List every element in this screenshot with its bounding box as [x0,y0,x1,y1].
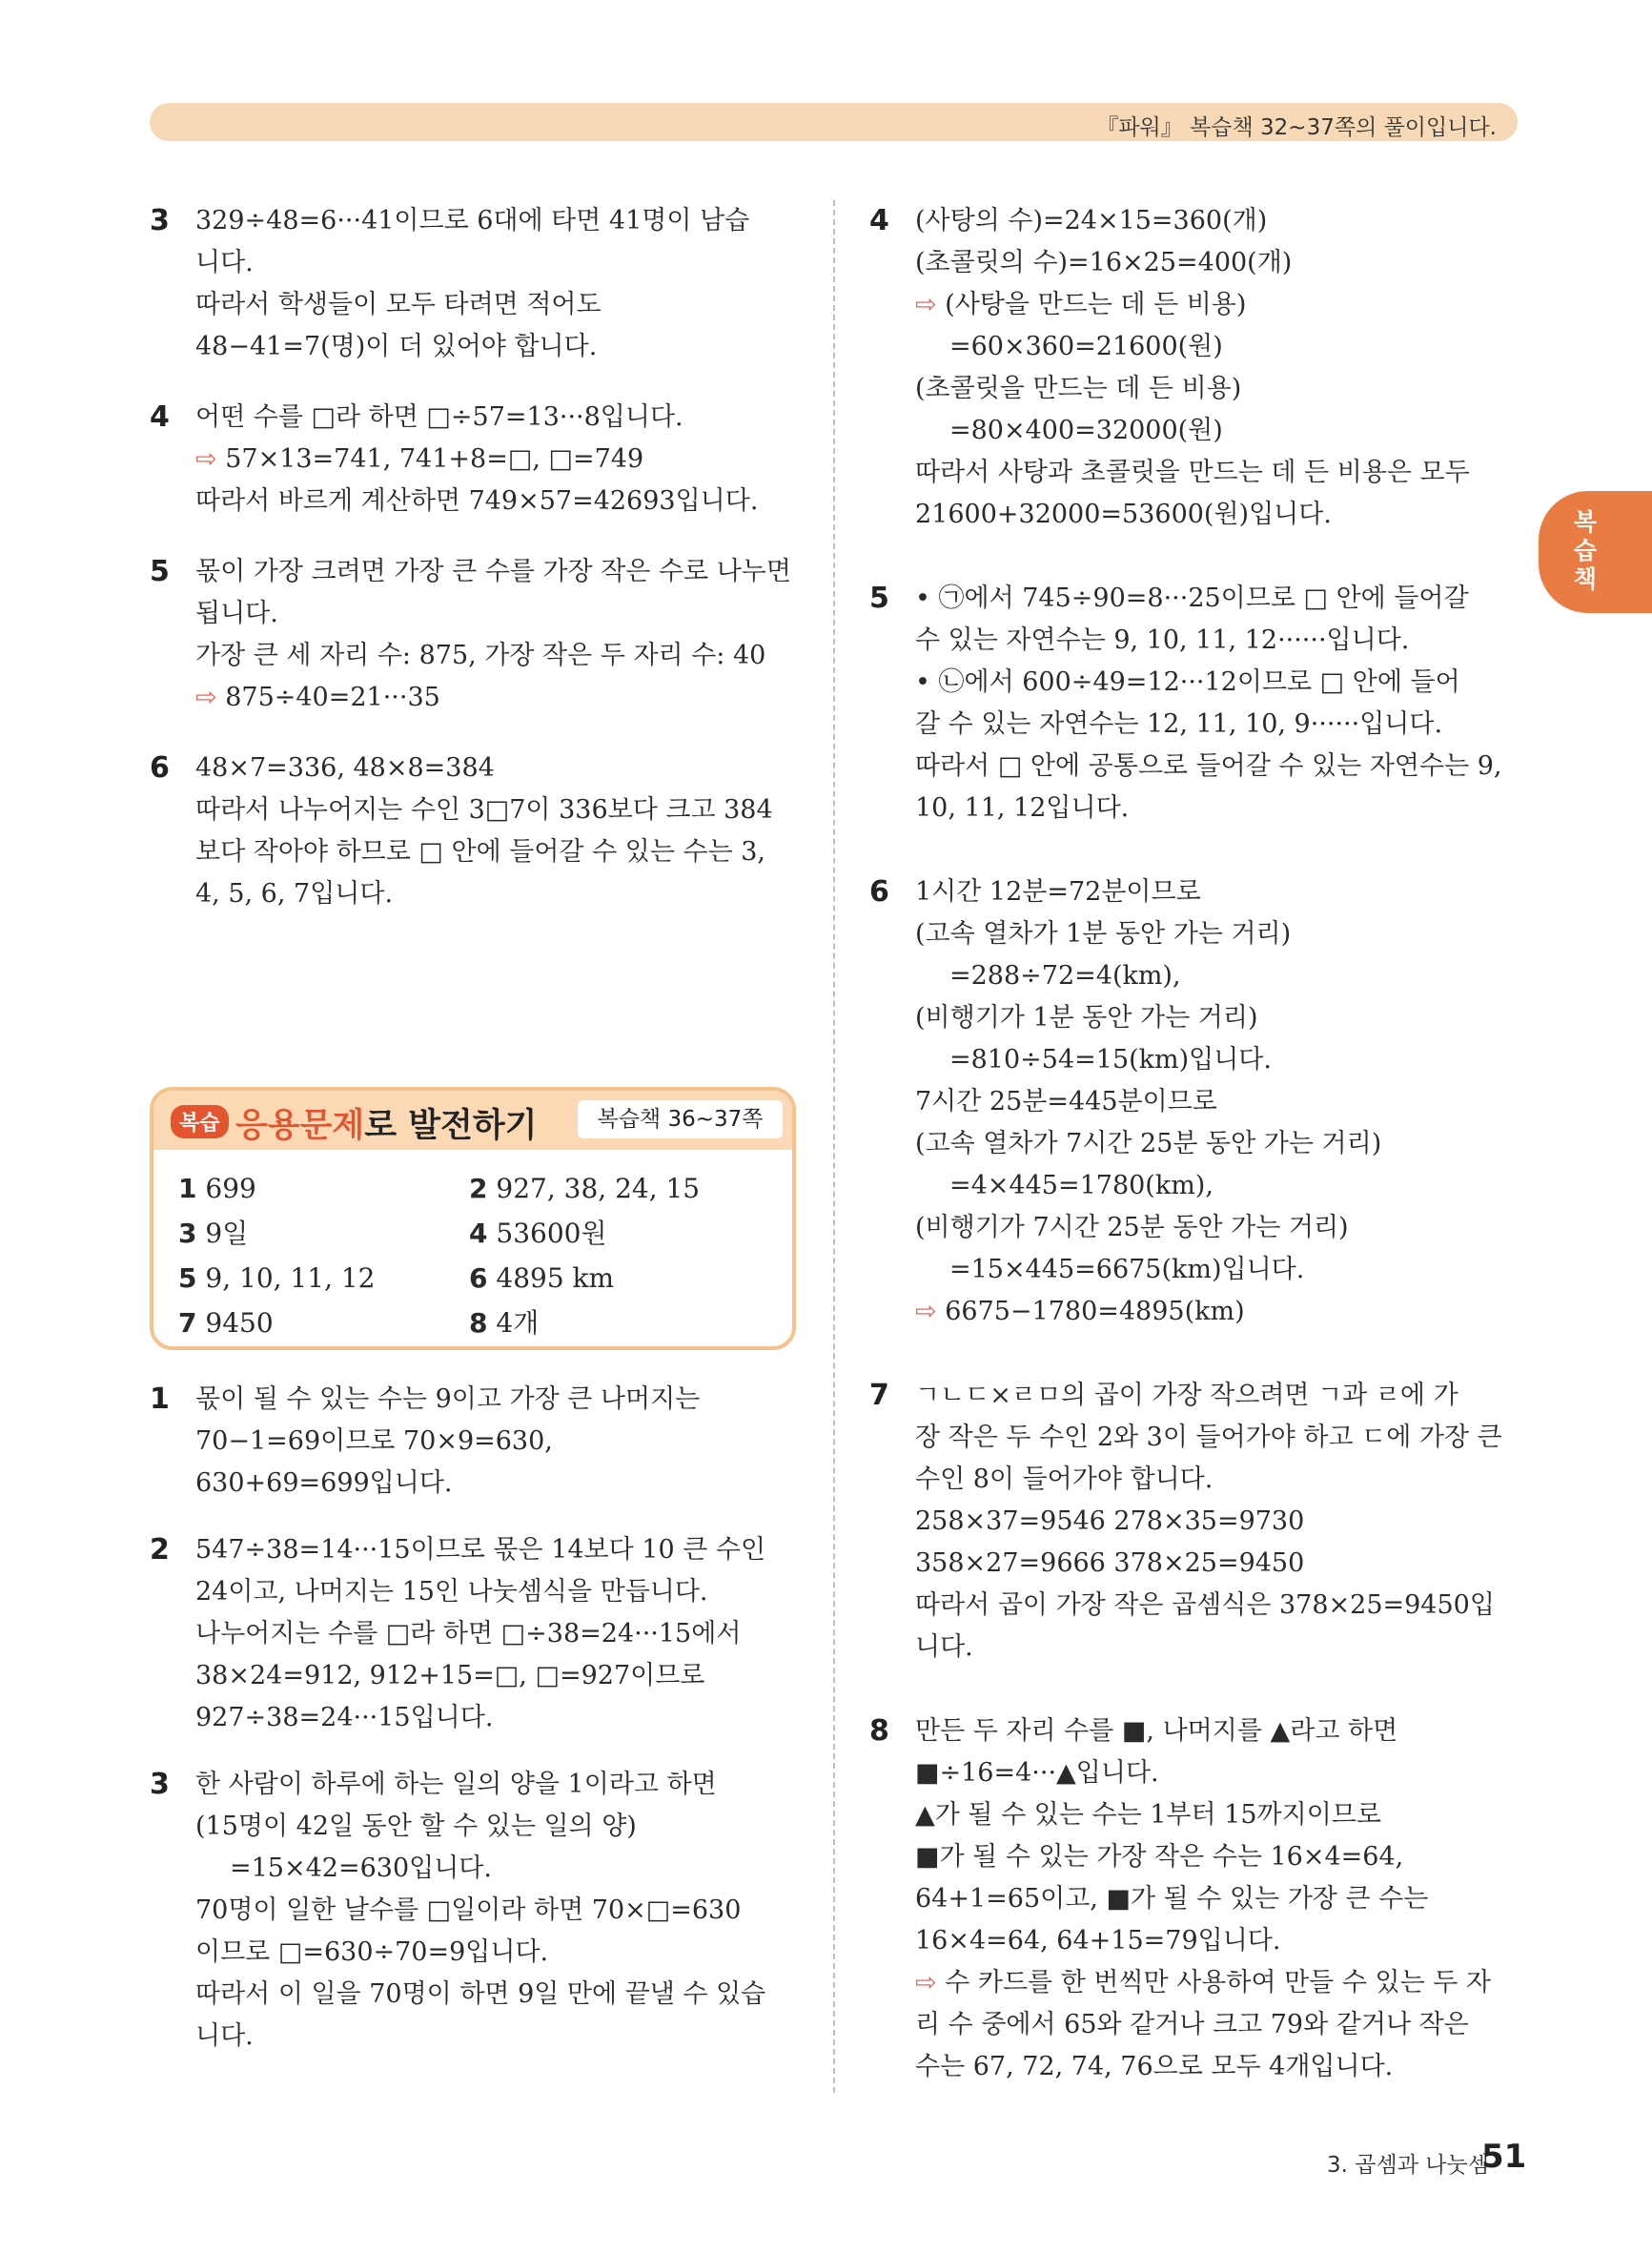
solution-left_bottom-1 [150,1379,798,1505]
left-column [150,200,798,2058]
solution-right-7 [869,1375,1518,1669]
solution-line: =60×360=21600(원) [949,332,1223,361]
solution-left_bottom-2 [150,1529,798,1739]
footer-chapter: 3. 곱셈과 나눗셈 [1327,2153,1489,2178]
solution-line: 몫이 가장 크려면 가장 큰 수를 가장 작은 수로 나누면 [195,557,791,586]
answer-value: 9450 [205,1307,274,1339]
solution-line: 보다 작아야 하므로 □ 안에 들어갈 수 있는 수는 3, [195,837,765,867]
solution-line: 수인 8이 들어가야 합니다. [915,1464,1214,1494]
solution-line: 따라서 바르게 계산하면 749×57=42693입니다. [195,486,759,516]
solution-line: 이므로 □=630÷70=9입니다. [195,1937,549,1967]
solution-left_top-4 [150,397,798,522]
solution-line: ⇨ 57×13=741, 741+8=□, □=749 [195,444,644,474]
solution-line: 547÷38=14···15이므로 몫은 14보다 10 큰 수인 [195,1535,766,1565]
solution-line: 따라서 학생들이 모두 타려면 적어도 [195,290,602,319]
solution-line: 70명이 일한 날수를 □일이라 하면 70×□=630 [195,1895,742,1925]
solution-line: (사탕의 수)=24×15=360(개) [915,206,1268,236]
problem-number: 5 [869,582,889,615]
solution-line: 수 있는 자연수는 9, 10, 11, 12······입니다. [915,625,1410,655]
solution-line: 니다. [915,1632,973,1662]
left-top-solutions [150,200,798,915]
answer-number: 6 [469,1262,488,1294]
answer-value: 699 [205,1173,256,1204]
solution-line: 38×24=912, 912+15=□, □=927이므로 [195,1661,705,1690]
solution-line: (고속 열차가 1분 동안 가는 거리) [915,919,1292,949]
answer-item [178,1257,376,1301]
answer-value: 4895 km [496,1262,615,1294]
problem-number: 5 [150,555,170,588]
solution-line: (초콜릿을 만드는 데 든 비용) [915,374,1242,403]
right-column [869,200,1518,2088]
answer-number: 8 [469,1307,488,1339]
solution-line: 7시간 25분=445분이므로 [915,1087,1217,1116]
solution-line: 329÷48=6···41이므로 6대에 타면 41명이 남습 [195,206,750,236]
solution-left_top-3 [150,200,798,368]
solution-line: =4×445=1780(km), [949,1171,1214,1200]
solution-right-6 [869,871,1518,1333]
solution-line: ■÷16=4···▲입니다. [915,1758,1159,1788]
answer-box-reference: 복습책 36~37쪽 [578,1100,783,1138]
problem-number: 7 [869,1379,889,1412]
problem-number: 3 [150,1768,170,1801]
solution-line: 따라서 나누어지는 수인 3□7이 336보다 크고 384 [195,795,773,825]
solution-line: 따라서 이 일을 70명이 하면 9일 만에 끝낼 수 있습 [195,1979,766,2009]
header-banner [150,103,1518,141]
answer-value: 4개 [496,1307,540,1339]
answer-value: 9일 [205,1218,249,1249]
solution-line: (비행기가 1분 동안 가는 거리) [915,1003,1258,1033]
solution-line: 따라서 □ 안에 공통으로 들어갈 수 있는 자연수는 9, [915,751,1502,781]
answer-box-header [153,1091,792,1150]
problem-number: 4 [869,204,889,237]
side-tab [1539,491,1652,613]
arrow-icon: ⇨ [915,1968,937,1997]
solution-line: 한 사람이 하루에 하는 일의 양을 1이라고 하면 [195,1770,717,1799]
problem-number: 6 [150,751,170,785]
solution-line: 64+1=65이고, ■가 될 수 있는 가장 큰 수는 [915,1884,1429,1914]
solution-line: ⇨ 수 카드를 한 번씩만 사용하여 만들 수 있는 두 자 [915,1968,1492,1997]
answer-box-title-a: 응용문제 [235,1107,365,1145]
answer-value: 9, 10, 11, 12 [205,1262,376,1294]
solution-line: (15명이 42일 동안 할 수 있는 일의 양) [195,1812,637,1841]
problem-number: 3 [150,204,170,237]
solution-line: 358×27=9666 378×25=9450 [915,1548,1305,1578]
answer-value: 53600원 [496,1218,607,1249]
problem-number: 8 [869,1714,889,1748]
solution-line: • ㉠에서 745÷90=8···25이므로 □ 안에 들어갈 [915,584,1469,613]
solution-line: =288÷72=4(km), [949,961,1181,991]
banner-text: 『파워』 복습책 32~37쪽의 풀이입니다. [1096,115,1497,140]
solution-right-8 [869,1710,1518,2088]
solution-left_top-6 [150,748,798,915]
solution-line: 가장 큰 세 자리 수: 875, 가장 작은 두 자리 수: 40 [195,641,766,670]
arrow-icon: ⇨ [195,683,217,712]
solution-line: ⇨ 6675−1780=4895(km) [915,1297,1245,1326]
page-number: 51 [1481,2138,1527,2176]
solution-line: • ㉡에서 600÷49=12···12이므로 □ 안에 들어 [915,667,1460,697]
answer-box-title [235,1099,538,1147]
answer-number: 7 [178,1307,197,1339]
solution-left_bottom-3 [150,1764,798,2058]
solution-right-4 [869,200,1518,536]
solution-line: 4, 5, 6, 7입니다. [195,879,394,909]
side-tab-label: 복습책 [1573,508,1598,593]
column-divider [833,200,835,2093]
problem-number: 6 [869,875,889,909]
solution-line: 10, 11, 12입니다. [915,793,1130,823]
solution-line: 리 수 중에서 65와 같거나 크고 79와 같거나 작은 [915,2010,1469,2039]
answer-item [469,1301,539,1345]
solution-line: 갈 수 있는 자연수는 12, 11, 10, 9······입니다. [915,709,1443,739]
solution-line: (초콜릿의 수)=16×25=400(개) [915,248,1293,277]
solution-line: 630+69=699입니다. [195,1468,453,1498]
answer-item [178,1212,248,1256]
solution-line: 니다. [195,248,254,277]
solution-line: =15×445=6675(km)입니다. [949,1255,1305,1284]
solution-line: 따라서 곱이 가장 작은 곱셈식은 378×25=9450입 [915,1590,1495,1620]
solution-line: 만든 두 자리 수를 ■, 나머지를 ▲라고 하면 [915,1716,1398,1746]
answer-number: 2 [469,1173,488,1204]
solution-line: 1시간 12분=72분이므로 [915,877,1201,907]
solution-line: 21600+32000=53600(원)입니다. [915,500,1332,529]
solution-line: 927÷38=24···15입니다. [195,1703,494,1732]
answer-item [178,1167,256,1211]
solution-line: 니다. [195,2021,254,2051]
solution-line: =810÷54=15(km)입니다. [949,1045,1272,1075]
solution-line: ㄱㄴㄷ×ㄹㅁ의 곱이 가장 작으려면 ㄱ과 ㄹ에 가 [915,1381,1458,1410]
answer-number: 1 [178,1173,197,1204]
solution-line: 장 작은 두 수인 2와 3이 들어가야 하고 ㄷ에 가장 큰 [915,1423,1502,1452]
answer-number: 4 [469,1218,488,1249]
answer-box-badge: 복습 [171,1105,229,1138]
solution-line: 어떤 수를 □라 하면 □÷57=13···8입니다. [195,402,683,432]
solution-line: 16×4=64, 64+15=79입니다. [915,1926,1281,1956]
arrow-icon: ⇨ [915,290,937,319]
answer-item [469,1167,700,1211]
solution-left_top-5 [150,551,798,719]
answer-box-title-b: 로 발전하기 [364,1107,538,1145]
solution-line: 됩니다. [195,599,278,628]
solution-line: ■가 될 수 있는 가장 작은 수는 16×4=64, [915,1842,1404,1872]
answer-item [469,1257,614,1301]
solution-line: =80×400=32000(원) [949,416,1223,445]
answer-number: 5 [178,1262,197,1294]
solution-line: (비행기가 7시간 25분 동안 가는 거리) [915,1213,1349,1242]
solution-line: 70−1=69이므로 70×9=630, [195,1426,553,1456]
answer-number: 3 [178,1218,197,1249]
answer-value: 927, 38, 24, 15 [496,1173,701,1204]
solution-line: ⇨ 875÷40=21···35 [195,683,440,712]
answer-box [150,1087,796,1350]
solution-line: (고속 열차가 7시간 25분 동안 가는 거리) [915,1129,1382,1158]
solution-right-5 [869,578,1518,830]
arrow-icon: ⇨ [915,1297,937,1326]
solution-line: 24이고, 나머지는 15인 나눗셈식을 만듭니다. [195,1577,708,1607]
solution-line: =15×42=630입니다. [230,1854,492,1883]
problem-number: 4 [150,400,170,434]
solution-line: ▲가 될 수 있는 수는 1부터 15까지이므로 [915,1800,1381,1830]
solution-line: 48×7=336, 48×8=384 [195,753,495,783]
answer-item [469,1212,607,1256]
spacer [150,915,798,1087]
problem-number: 1 [150,1383,170,1416]
solution-line: 258×37=9546 278×35=9730 [915,1506,1305,1536]
answer-item [178,1301,274,1345]
solution-line: 몫이 될 수 있는 수는 9이고 가장 큰 나머지는 [195,1384,701,1414]
arrow-icon: ⇨ [195,444,217,474]
solution-line: 48−41=7(명)이 더 있어야 합니다. [195,332,598,361]
solution-line: 수는 67, 72, 74, 76으로 모두 4개입니다. [915,2052,1394,2081]
left-bottom-solutions [150,1379,798,2058]
solution-line: ⇨ (사탕을 만드는 데 든 비용) [915,290,1247,319]
problem-number: 2 [150,1533,170,1567]
solution-line: 나누어지는 수를 □라 하면 □÷38=24···15에서 [195,1619,742,1649]
solution-line: 따라서 사탕과 초콜릿을 만드는 데 든 비용은 모두 [915,458,1470,487]
